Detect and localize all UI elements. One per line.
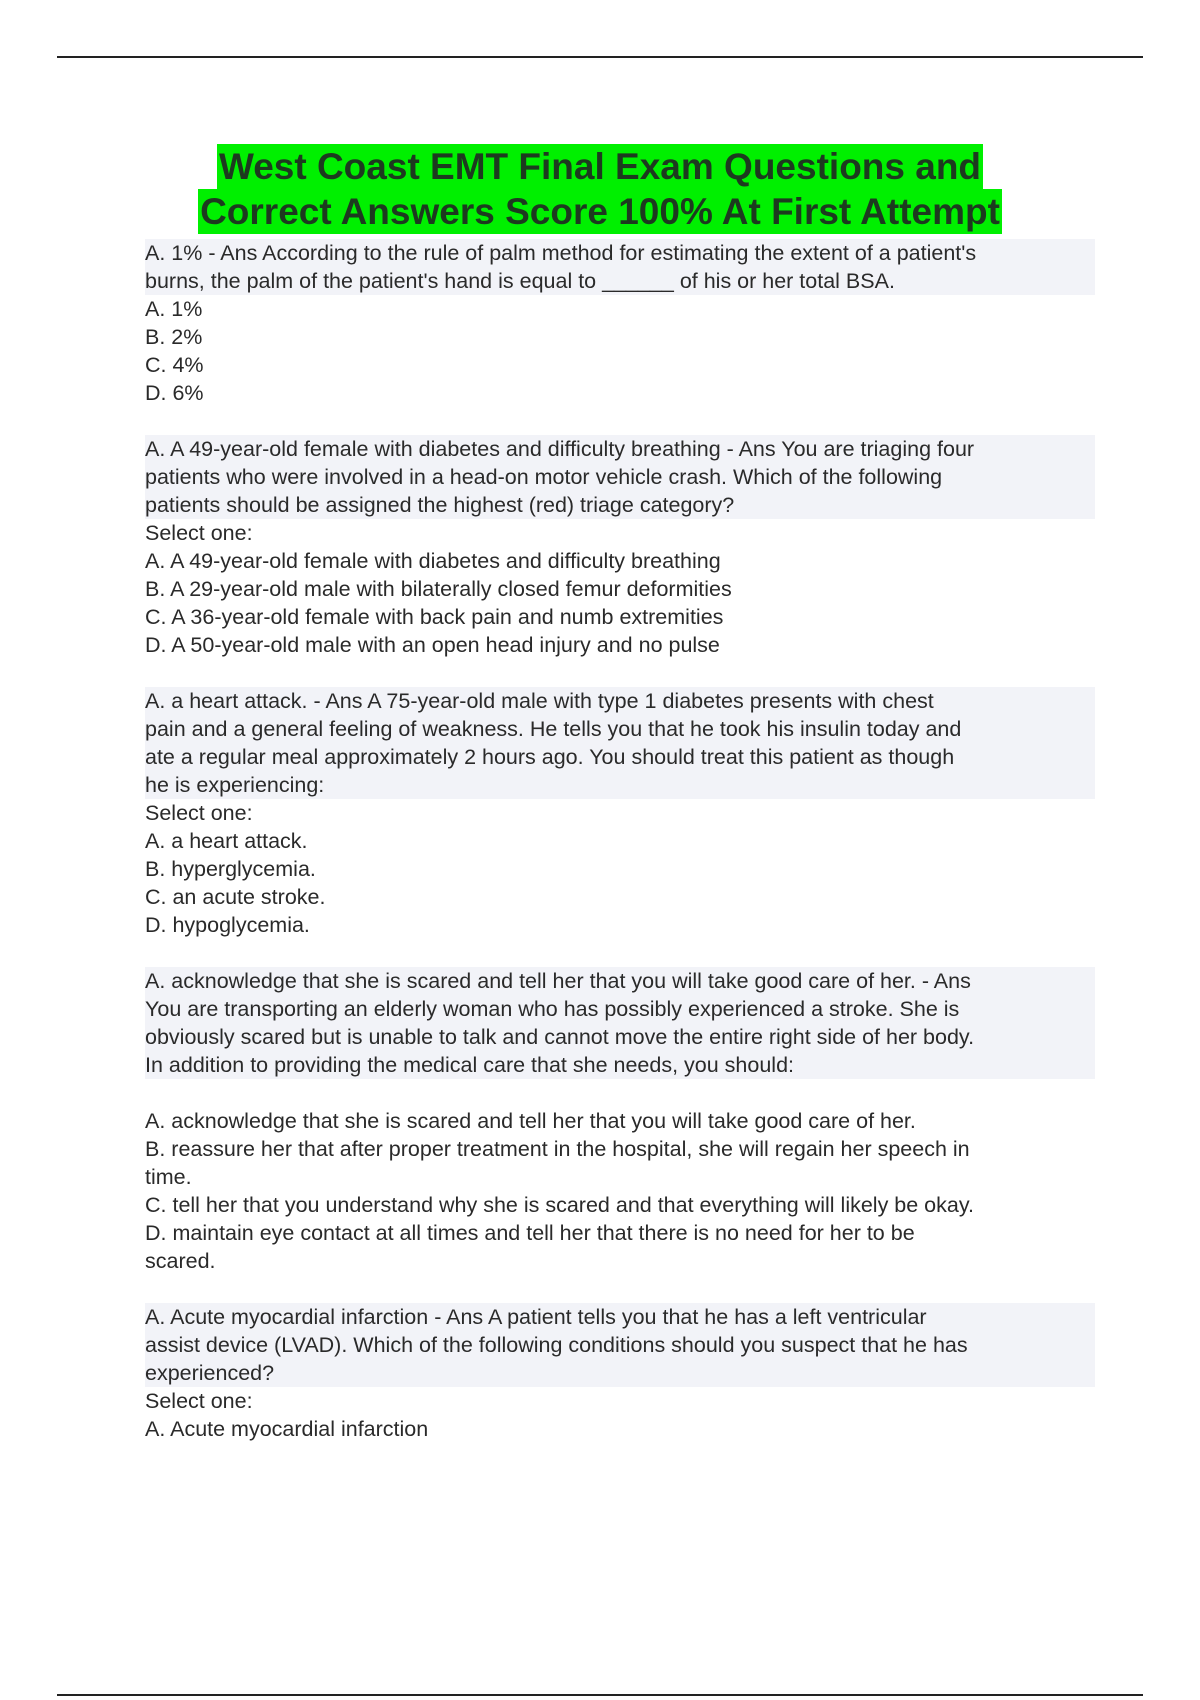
option-line: A. Acute myocardial infarction — [145, 1417, 429, 1441]
select-one-label: Select one: — [145, 521, 253, 545]
qa-line: A. Acute myocardial infarction - Ans A patient tells you that he has a left ventricular — [145, 1303, 1095, 1331]
option-line: A. acknowledge that she is scared and tell her that you will take good care of her. — [145, 1109, 916, 1133]
select-one-label: Select one: — [145, 1389, 253, 1413]
qa-line: A. a heart attack. - Ans A 75-year-old male with type 1 diabetes presents with chest — [145, 687, 1095, 715]
option-line: B. A 29-year-old male with bilaterally closed femur deformities — [145, 577, 732, 601]
qa-item — [145, 687, 1095, 939]
option-line: D. maintain eye contact at all times and tell her that there is no need for her to be — [145, 1221, 915, 1245]
qa-item — [145, 967, 1095, 1275]
option-line: D. hypoglycemia. — [145, 913, 310, 937]
qa-line: patients who were involved in a head-on motor vehicle crash. Which of the following — [145, 463, 1095, 491]
option-line: D. 6% — [145, 381, 204, 405]
blank-line — [145, 1079, 1095, 1107]
qa-line: A. 1% - Ans According to the rule of palm method for estimating the extent of a patient's — [145, 239, 1095, 267]
qa-line: A. A 49-year-old female with diabetes and difficulty breathing - Ans You are triaging four — [145, 435, 1095, 463]
qa-line: pain and a general feeling of weakness. He tells you that he took his insulin today and — [145, 715, 1095, 743]
qa-line: You are transporting an elderly woman who has possibly experienced a stroke. She is — [145, 995, 1095, 1023]
top-rule — [57, 56, 1143, 58]
option-line: time. — [145, 1165, 192, 1189]
option-line: C. an acute stroke. — [145, 885, 326, 909]
option-line: A. a heart attack. — [145, 829, 308, 853]
qa-line: he is experiencing: — [145, 771, 1095, 799]
qa-line: In addition to providing the medical care that she needs, you should: — [145, 1051, 1095, 1079]
option-line: C. 4% — [145, 353, 204, 377]
qa-line: patients should be assigned the highest (red) triage category? — [145, 491, 1095, 519]
option-line: D. A 50-year-old male with an open head injury and no pulse — [145, 633, 720, 657]
option-line: C. A 36-year-old female with back pain and numb extremities — [145, 605, 724, 629]
qa-line: obviously scared but is unable to talk and cannot move the entire right side of her body. — [145, 1023, 1095, 1051]
document-title — [0, 144, 1200, 234]
option-line: C. tell her that you understand why she is scared and that everything will likely be okay. — [145, 1193, 974, 1217]
bottom-rule — [57, 1694, 1143, 1696]
select-one-label: Select one: — [145, 801, 253, 825]
qa-line: experienced? — [145, 1359, 1095, 1387]
qa-item — [145, 1303, 1095, 1443]
qa-content — [145, 239, 1095, 1471]
qa-item — [145, 435, 1095, 659]
title-line-1: West Coast EMT Final Exam Questions and — [218, 146, 982, 187]
option-line: B. hyperglycemia. — [145, 857, 316, 881]
option-line: B. 2% — [145, 325, 203, 349]
option-line: A. 1% — [145, 297, 203, 321]
qa-line: assist device (LVAD). Which of the following conditions should you suspect that he has — [145, 1331, 1095, 1359]
qa-line: ate a regular meal approximately 2 hours ago. You should treat this patient as though — [145, 743, 1095, 771]
qa-line: burns, the palm of the patient's hand is equal to ______ of his or her total BSA. — [145, 267, 1095, 295]
qa-item — [145, 239, 1095, 407]
option-line: A. A 49-year-old female with diabetes and difficulty breathing — [145, 549, 721, 573]
option-line: B. reassure her that after proper treatment in the hospital, she will regain her speech in — [145, 1137, 970, 1161]
title-line-2: Correct Answers Score 100% At First Attempt — [200, 191, 1000, 232]
qa-line: A. acknowledge that she is scared and tell her that you will take good care of her. - Ans — [145, 967, 1095, 995]
option-line: scared. — [145, 1249, 216, 1273]
